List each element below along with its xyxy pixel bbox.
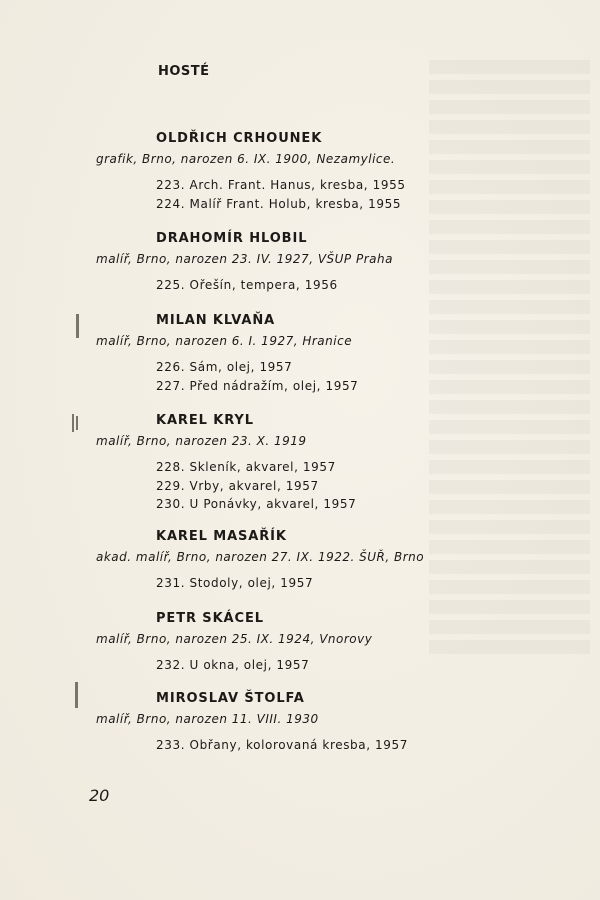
work-item: 225. Ořešín, tempera, 1956 <box>156 278 338 292</box>
work-item: 233. Obřany, kolorovaná kresba, 1957 <box>156 738 408 752</box>
artist-name: MIROSLAV ŠTOLFA <box>156 691 305 706</box>
work-item: 229. Vrby, akvarel, 1957 <box>156 478 319 493</box>
works-list <box>156 276 338 295</box>
pencil-mark <box>76 416 78 430</box>
section-title: HOSTÉ <box>158 64 210 79</box>
work-item: 232. U okna, olej, 1957 <box>156 658 310 672</box>
artist-name: KAREL MASAŘÍK <box>156 529 287 544</box>
artist-name: OLDŘICH CRHOUNEK <box>156 131 323 146</box>
artist-bio: akad. malíř, Brno, narozen 27. IX. 1922. ŠUŘ, Brno <box>96 550 425 564</box>
works-list <box>156 736 408 755</box>
works-list <box>156 358 358 395</box>
work-item: 227. Před nádražím, olej, 1957 <box>156 378 359 393</box>
artist-bio: malíř, Brno, narozen 6. I. 1927, Hranice <box>96 334 353 348</box>
artist-name: DRAHOMÍR HLOBIL <box>156 231 308 246</box>
artist-bio: malíř, Brno, narozen 11. VIII. 1930 <box>96 712 319 726</box>
works-list <box>156 656 309 675</box>
pencil-mark <box>76 314 79 338</box>
work-item: 226. Sám, olej, 1957 <box>156 360 293 374</box>
artist-name: MILAN KLVAŇA <box>156 313 276 328</box>
works-list <box>156 574 313 593</box>
artist-bio: grafik, Brno, narozen 6. IX. 1900, Nezamylice. <box>96 152 396 166</box>
artist-bio: malíř, Brno, narozen 23. X. 1919 <box>96 434 307 448</box>
work-item: 231. Stodoly, olej, 1957 <box>156 576 314 590</box>
work-item: 230. U Ponávky, akvarel, 1957 <box>156 497 357 511</box>
artist-bio: malíř, Brno, narozen 23. IV. 1927, VŠUP Praha <box>96 252 393 266</box>
work-item: 224. Malíř Frant. Holub, kresba, 1955 <box>156 196 402 211</box>
page-number: 20 <box>89 786 110 805</box>
works-list <box>156 458 356 514</box>
pencil-mark <box>75 682 78 708</box>
works-list <box>156 176 406 213</box>
artist-bio: malíř, Brno, narozen 25. IX. 1924, Vnorovy <box>96 632 373 646</box>
work-item: 223. Arch. Frant. Hanus, kresba, 1955 <box>156 178 406 192</box>
artist-name: KAREL KRYL <box>156 413 254 428</box>
work-item: 228. Skleník, akvarel, 1957 <box>156 460 336 474</box>
pencil-mark <box>72 414 74 432</box>
artist-name: PETR SKÁCEL <box>156 611 264 626</box>
